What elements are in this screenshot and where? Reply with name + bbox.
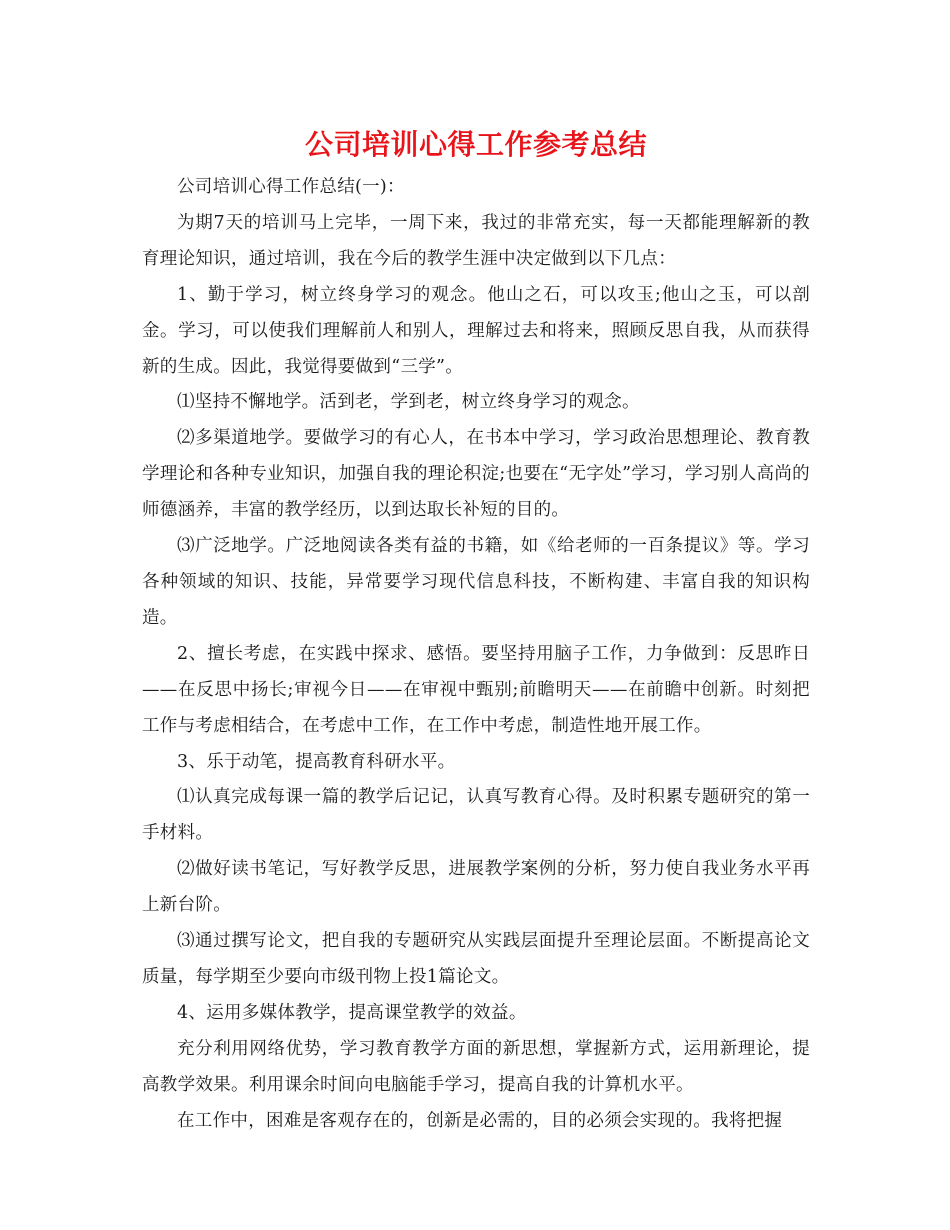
paragraph-point-1-sub-3: ⑶广泛地学。广泛地阅读各类有益的书籍，如《给老师的一百条提议》等。学习各种领域的知识、技能，异常要学习现代信息科技，不断构建、丰富自我的知识构造。: [142, 536, 810, 628]
document-title: 公司培训心得工作参考总结: [304, 128, 647, 161]
paragraph-point-3-sub-1: ⑴认真完成每课一篇的教学后记记，认真写教育心得。及时积累专题研究的第一手材料。: [142, 787, 810, 844]
paragraph-closing: 在工作中，困难是客观存在的，创新是必需的，目的必须会实现的。我将把握: [177, 1110, 783, 1131]
paragraph-section-heading: 公司培训心得工作总结(一)：: [177, 177, 405, 197]
paragraph-point-2: 2、擅长考虑，在实践中探求、感悟。要坚持用脑子工作，力争做到：反思昨日——在反思中扬长;审视今日——在审视中甄别;前瞻明天——在前瞻中创新。时刻把工作与考虑相结合，在考虑中工作，在工作中考虑，制造性地开展工作。: [142, 643, 810, 736]
paragraph-intro: 为期7天的培训马上完毕，一周下来，我过的非常充实，每一天都能理解新的教育理论知识，通过培训，我在今后的教学生涯中决定做到以下几点：: [142, 212, 810, 269]
paragraph-point-4: 4、运用多媒体教学，提高课堂教学的效益。: [177, 1002, 527, 1023]
paragraph-point-3-sub-2: ⑵做好读书笔记，写好教学反思，进展教学案例的分析，努力使自我业务水平再上新台阶。: [142, 859, 810, 916]
paragraph-point-3: 3、乐于动笔，提高教育科研水平。: [177, 751, 456, 772]
paragraph-point-1: 1、勤于学习，树立终身学习的观念。他山之石，可以攻玉;他山之玉，可以剖金。学习，可以使我们理解前人和别人，理解过去和将来，照顾反思自我，从而获得新的生成。因此，我觉得要做到“三学”。: [142, 284, 810, 377]
paragraph-point-1-sub-1: ⑴坚持不懈地学。活到老，学到老，树立终身学习的观念。: [177, 392, 640, 413]
paragraph-point-4-detail: 充分利用网络优势，学习教育教学方面的新思想，掌握新方式，运用新理论，提高教学效果。利用课余时间向电脑能手学习，提高自我的计算机水平。: [142, 1038, 810, 1095]
document-page: [142, 120, 810, 1139]
paragraph-point-1-sub-2: ⑵多渠道地学。要做学习的有心人，在书本中学习，学习政治思想理论、教育教学理论和各种专业知识，加强自我的理论积淀;也要在“无字处”学习，学习别人高尚的师德涵养，丰富的教学经历，以到达取长补短的目的。: [142, 428, 810, 521]
paragraph-point-3-sub-3: ⑶通过撰写论文，把自我的专题研究从实践层面提升至理论层面。不断提高论文质量，每学期至少要向市级刊物上投1篇论文。: [142, 931, 810, 987]
